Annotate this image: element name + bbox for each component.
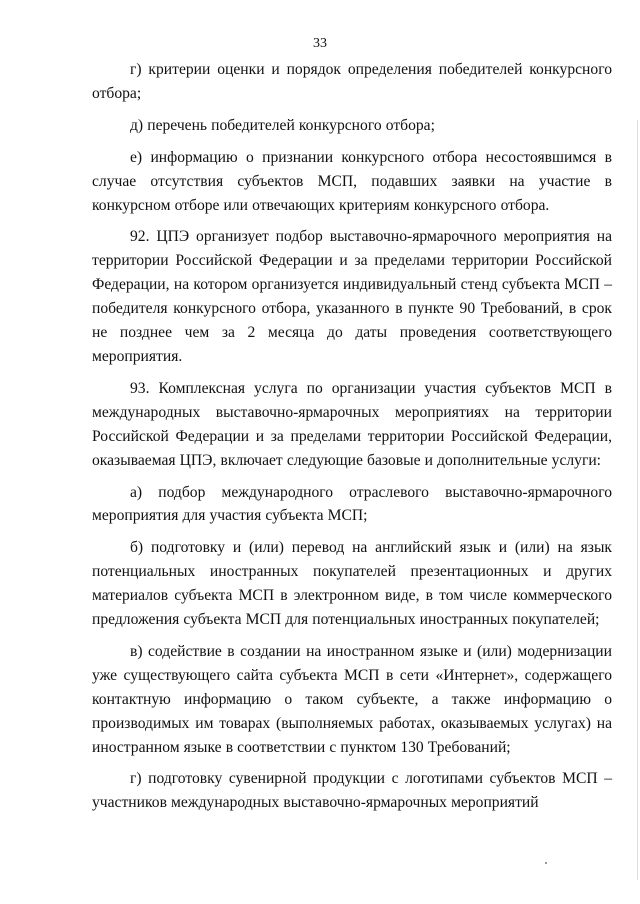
scan-speck — [545, 862, 547, 864]
paragraph-failed-selection: е) информацию о признании конкурсного отбора несостоявшимся в случае отсутствия субъектов МСП, подавших заявки на участие в конкурсном отборе или отвечающих критериям конкурсного отбора. — [92, 148, 612, 214]
paragraph-93-v: в) содействие в создании на иностранном языке и (или) модернизации уже существующего сайта субъекта МСП в сети «Интернет», содержащего контактную информацию о таком субъекте, а также информацию о производимых им товарах (выполняемых работах, оказываемых услугах) на иностранном языке в соответствии с пунктом 130 Требований; — [92, 642, 612, 756]
paragraph-93-b: б) подготовку и (или) перевод на английский язык и (или) на язык потенциальных иностранных покупателей презентационных и других материалов субъекта МСП в электронном виде, в том числе коммерческого предложения субъекта МСП для потенциальных иностранных покупателей; — [92, 539, 612, 629]
paragraph-93-a: а) подбор международного отраслевого выставочно-ярмарочного мероприятия для участия субъекта МСП; — [92, 483, 612, 525]
paragraph-92: 92. ЦПЭ организует подбор выставочно-ярмарочного мероприятия на территории Российской Федерации и за пределами территории Российской Федерации, на котором организуется индивидуальный стенд субъекта МСП – победителя конкурсного отбора, указанного в пункте 90 Требований, в срок не позднее чем за 2 месяца до даты проведения соответствующего мероприятия. — [92, 228, 612, 365]
paragraph-winners-list: д) перечень победителей конкурсного отбора; — [130, 116, 435, 134]
paragraph-93: 93. Комплексная услуга по организации участия субъектов МСП в международных выставочно-ярмарочных мероприятиях на территории Российской Федерации и за пределами территории Российской Федерации, оказываемая ЦПЭ, включает следующие базовые и дополнительные услуги: — [92, 379, 612, 469]
scan-edge-shadow — [637, 120, 638, 880]
paragraph-93-g: г) подготовку сувенирной продукции с логотипами субъектов МСП – участников международных выставочно-ярмарочных мероприятий — [92, 770, 612, 812]
paragraph-criteria: г) критерии оценки и порядок определения победителей конкурсного отбора; — [92, 61, 612, 102]
document-body — [92, 58, 612, 815]
page-number: 33 — [313, 36, 327, 51]
